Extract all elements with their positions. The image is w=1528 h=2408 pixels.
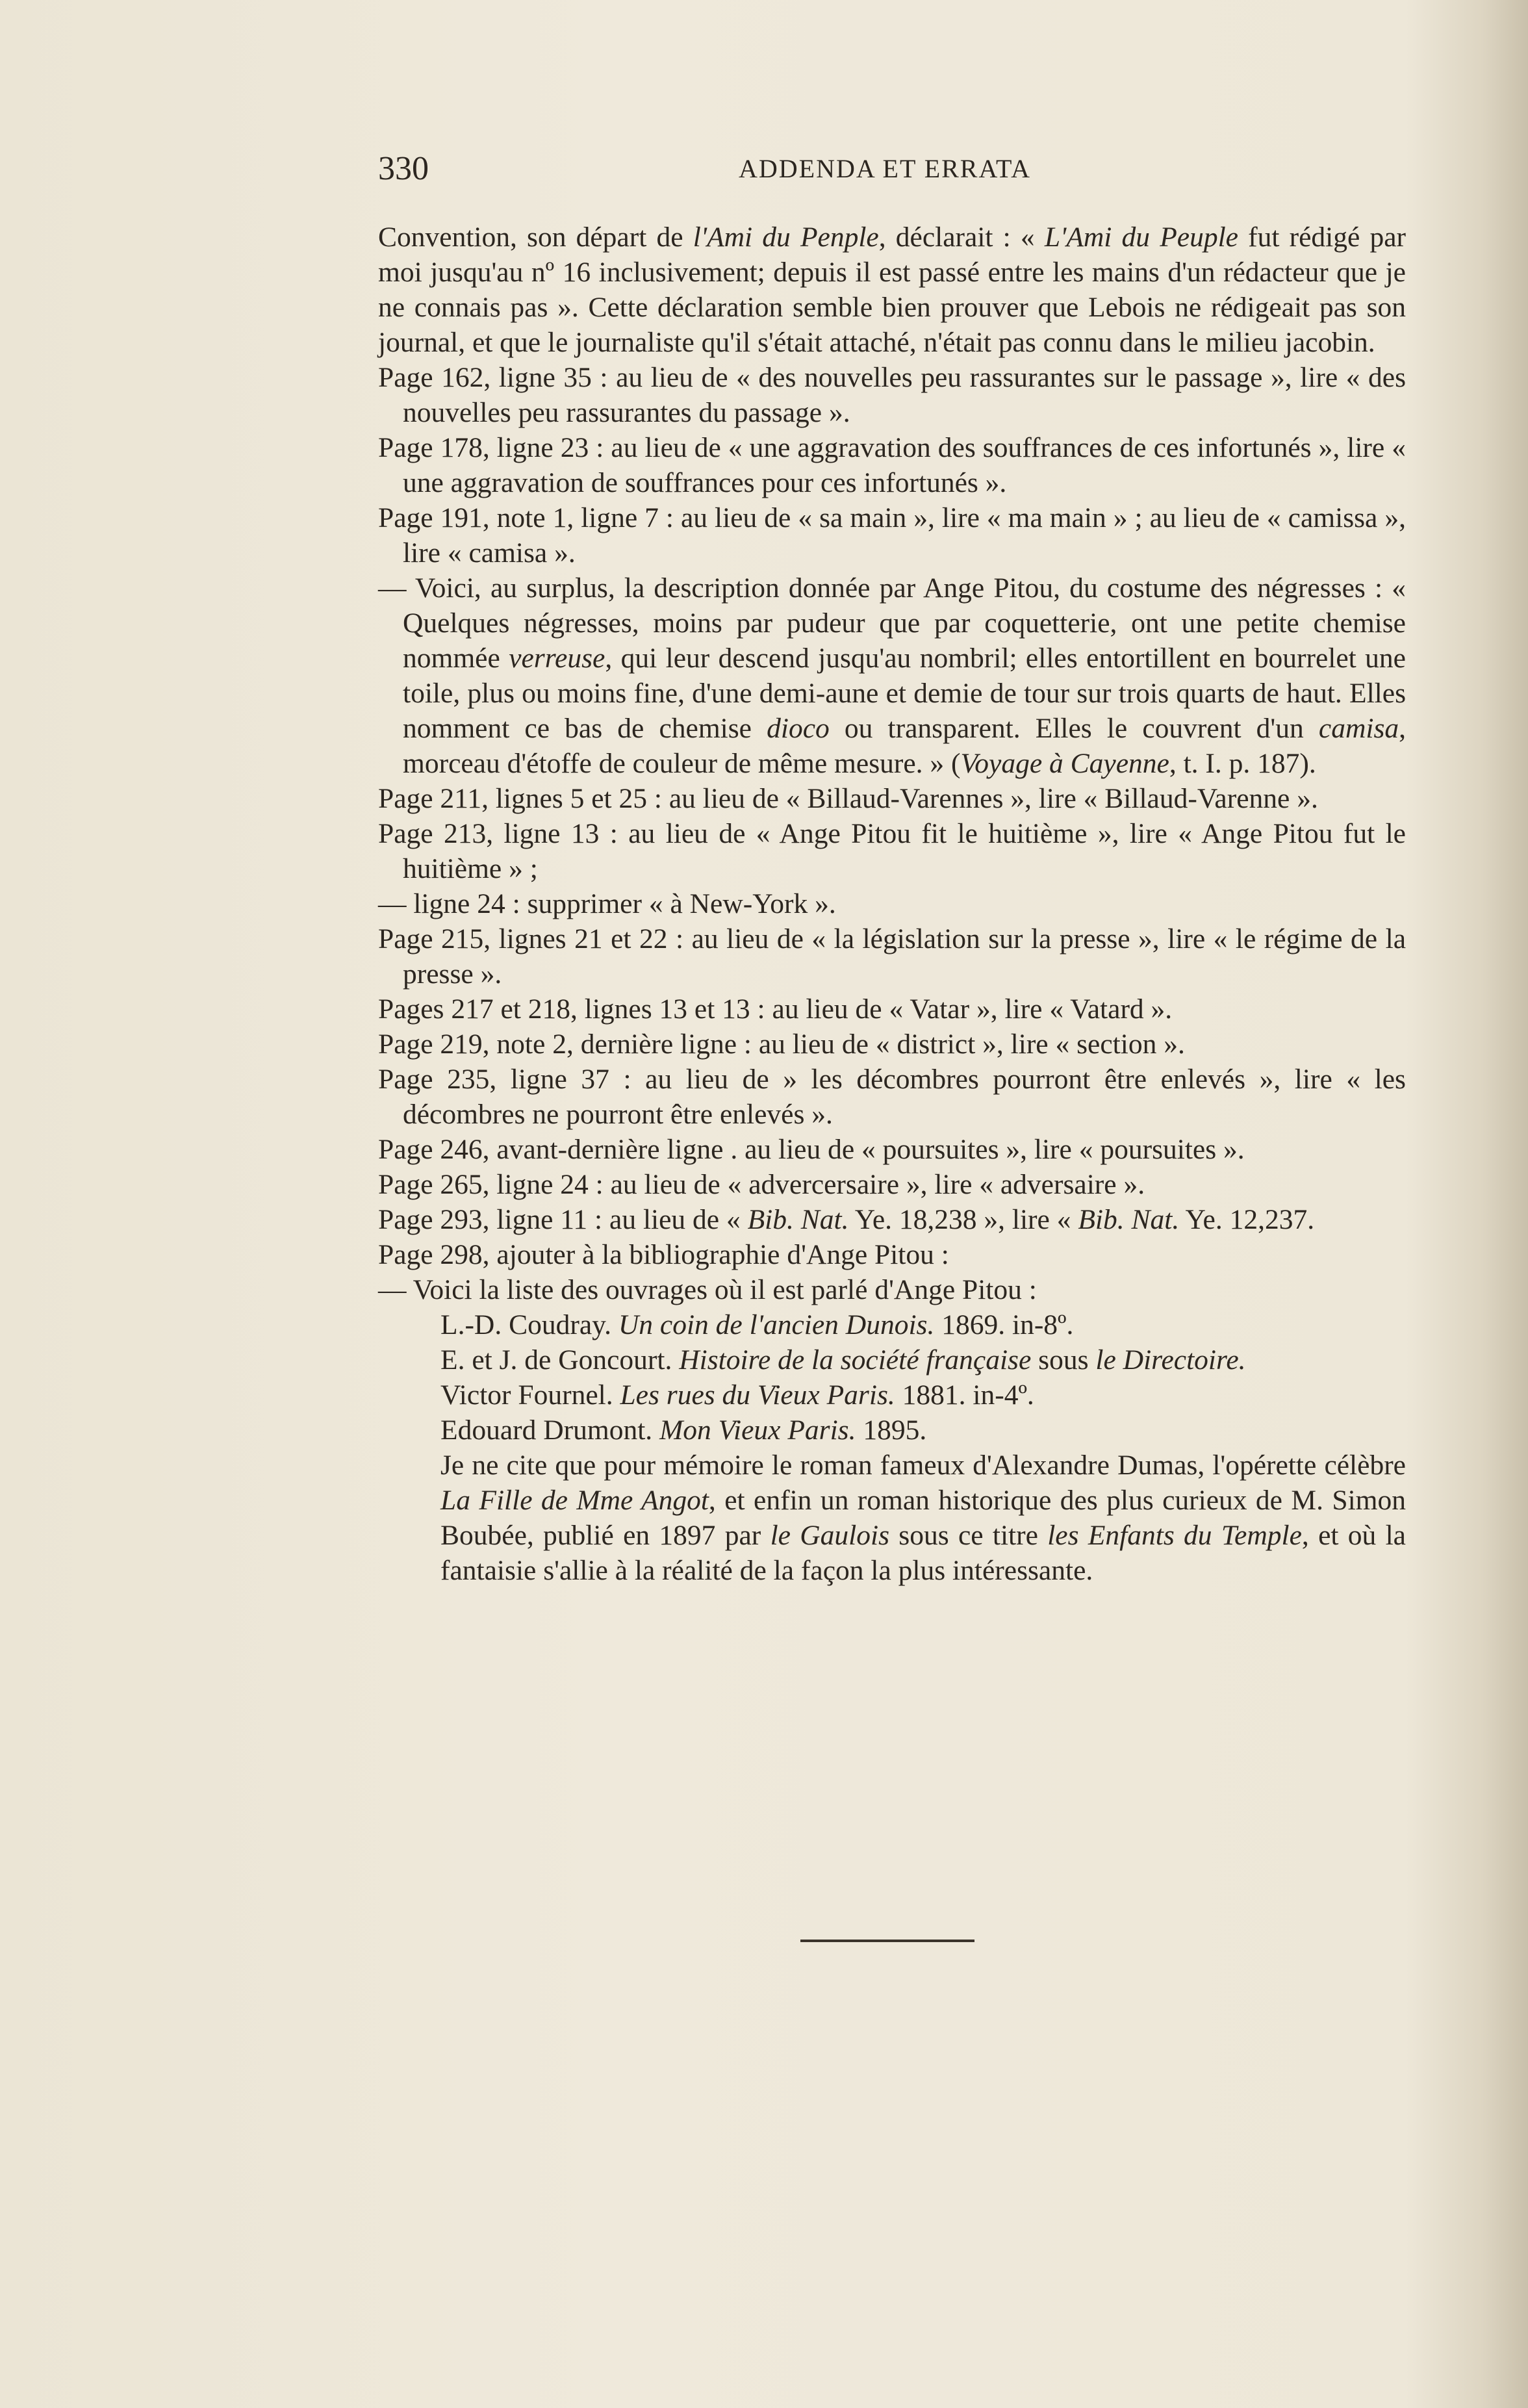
paragraph-text: 1881. in-4º. [895,1379,1034,1411]
paragraph-text: , qui leur descend jusqu'au nombril; elles entortillent en bourrelet une toile, plus ou moins fine, d'une demi-aune et demie de tour sur trois quarts de haut. Elles nomment ce bas de chemise [403,643,1406,744]
paragraph-text: Page 162, ligne 35 : au lieu de « des nouvelles peu rassurantes sur le passage », lire « des nouvelles peu rassurantes du passage ». [378,362,1406,428]
paragraph-text: Page 246, avant-dernière ligne . au lieu de « poursuites », lire « poursuites ». [378,1134,1245,1165]
end-rule [800,1940,974,1942]
errata-paragraph [378,921,1406,992]
errata-paragraph [378,500,1406,570]
italic-text: L'Ami du Peuple [1044,222,1238,253]
paragraph-text: , et où la fantaisie s'allie à la réalité de la façon la plus intéressante. [440,1520,1406,1586]
paragraph-text: Ye. 12,237. [1179,1204,1315,1235]
page-header [378,146,1457,192]
italic-text: l'Ami du Penple [693,222,879,253]
errata-paragraph [378,1413,1406,1448]
paragraph-text: Page 191, note 1, ligne 7 : au lieu de « sa main », lire « ma main » ; au lieu de « camissa », lire « camisa ». [378,502,1406,569]
errata-paragraph [378,816,1406,886]
paragraph-text: Je ne cite que pour mémoire le roman fameux d'Alexandre Dumas, l'opérette célèbre [440,1450,1406,1481]
paragraph-text: L.-D. Coudray. [440,1309,618,1340]
italic-text: Un coin de l'ancien Dunois. [618,1309,935,1340]
paragraph-text: Page 235, ligne 37 : au lieu de » les décombres pourront être enlevés », lire « les décombres ne pourront être enlevés ». [378,1064,1406,1130]
errata-paragraph [378,1027,1406,1062]
errata-paragraph [378,1062,1406,1132]
italic-text: verreuse [509,643,605,674]
paragraph-text: , déclarait : « [878,222,1045,253]
paragraph-text: , morceau d'étoffe de couleur de même mesure. » ( [403,713,1407,779]
italic-text: Mon Vieux Paris. [659,1415,856,1446]
paragraph-text: 1895. [856,1415,927,1446]
paragraph-text: Page 215, lignes 21 et 22 : au lieu de « la législation sur la presse », lire « le régime de la presse ». [378,923,1406,990]
paragraph-text: Ye. 18,238 », lire « [848,1204,1078,1235]
paragraph-text: — Voici, au surplus, la description donnée par Ange Pitou, du costume des négresses : « Quelques négresses, moins par pudeur que par coquetterie, ont une petite chemise nommée [378,572,1406,674]
paragraph-text: , et enfin un roman historique des plus curieux de M. Simon Boubée, publié en 1897 par [440,1485,1407,1551]
italic-text: le Gaulois [770,1520,890,1551]
paragraph-text: 1869. in-8º. [934,1309,1074,1340]
errata-paragraph [378,781,1406,816]
italic-text: Les rues du Vieux Paris. [620,1379,895,1411]
paragraph-text: fut rédigé par moi jusqu'au nº 16 inclusivement; depuis il est passé entre les mains d'un rédacteur que je ne connais pas ». Cette déclaration semble bien prouver que Lebois ne rédigeait pas son journal, et que le journaliste qu'il s'était attaché, n'était pas connu dans le milieu jacobin. [378,222,1407,358]
paragraph-text: Edouard Drumont. [440,1415,660,1446]
errata-paragraph [378,1132,1406,1167]
page-number: 330 [378,150,429,187]
paragraph-text: — Voici la liste des ouvrages où il est parlé d'Ange Pitou : [378,1274,1037,1305]
paragraph-text: Pages 217 et 218, lignes 13 et 13 : au lieu de « Vatar », lire « Vatard ». [378,993,1173,1025]
errata-paragraph [378,1342,1406,1377]
paragraph-text: Page 213, ligne 13 : au lieu de « Ange Pitou fit le huitième », lire « Ange Pitou fut le huitième » ; [378,818,1406,884]
errata-paragraph [378,886,1406,921]
errata-paragraph [378,360,1406,430]
errata-paragraph [378,1202,1406,1237]
italic-text: La Fille de Mme Angot [440,1485,709,1516]
paragraph-text: E. et J. de Goncourt. [440,1344,680,1376]
running-head: ADDENDA ET ERRATA [739,154,1032,183]
paragraph-text: Page 265, ligne 24 : au lieu de « advercersaire », lire « adversaire ». [378,1169,1145,1200]
paragraph-text: Page 178, ligne 23 : au lieu de « une aggravation des souffrances de ces infortunés », lire « une aggravation de souffrances pour ces infortunés ». [378,432,1406,498]
errata-paragraph [378,220,1406,360]
italic-text: les Enfants du Temple [1047,1520,1302,1551]
paragraph-text: sous ce titre [889,1520,1048,1551]
paragraph-text: , t. I. p. 187). [1169,748,1316,779]
italic-text: Histoire de la société française [679,1344,1032,1376]
errata-text [378,220,1406,1588]
paragraph-text: Convention, son départ de [378,222,693,253]
paragraph-text: — ligne 24 : supprimer « à New-York ». [378,888,836,919]
errata-paragraph [378,1377,1406,1413]
paragraph-text: Page 211, lignes 5 et 25 : au lieu de « Billaud-Varennes », lire « Billaud-Varenne ». [378,783,1318,814]
italic-text: Voyage à Cayenne [960,748,1169,779]
errata-paragraph [378,1448,1406,1588]
errata-paragraph [378,1237,1406,1272]
italic-text: Bib. Nat. [747,1204,849,1235]
paragraph-text: sous [1031,1344,1096,1376]
paragraph-text: ou transparent. Elles le couvrent d'un [829,713,1319,744]
italic-text: le Directoire. [1095,1344,1246,1376]
errata-paragraph [378,1272,1406,1307]
italic-text: dioco [767,713,830,744]
errata-paragraph [378,430,1406,500]
errata-paragraph [378,1307,1406,1342]
errata-paragraph [378,1167,1406,1202]
paragraph-text: Page 293, ligne 11 : au lieu de « [378,1204,748,1235]
paragraph-text: Victor Fournel. [440,1379,620,1411]
paragraph-text: Page 298, ajouter à la bibliographie d'Ange Pitou : [378,1239,949,1270]
paragraph-text: Page 219, note 2, dernière ligne : au lieu de « district », lire « section ». [378,1029,1185,1060]
errata-paragraph [378,992,1406,1027]
italic-text: Bib. Nat. [1078,1204,1180,1235]
errata-paragraph [378,570,1406,781]
italic-text: camisa [1318,713,1399,744]
